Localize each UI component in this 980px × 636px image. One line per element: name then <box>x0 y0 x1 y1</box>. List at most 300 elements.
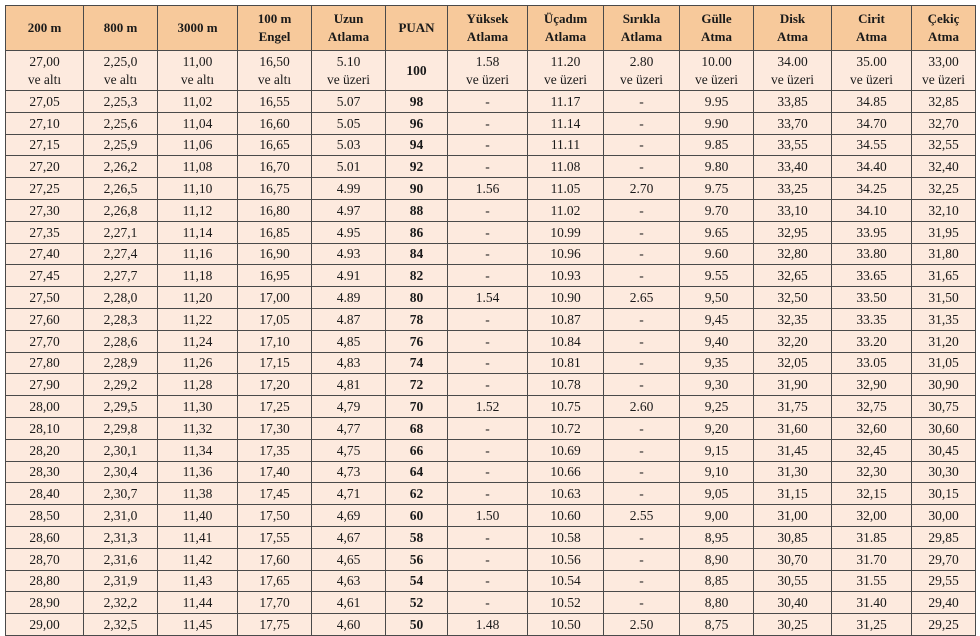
cell-triple-jump: 10.60 <box>528 505 604 527</box>
cell-800m: 2,28,9 <box>84 352 158 374</box>
table-row <box>6 570 976 592</box>
cell-line: 5.10 <box>336 53 361 69</box>
header-800m <box>84 6 158 51</box>
table-row <box>6 526 976 548</box>
cell-200m: 27,35 <box>6 221 84 243</box>
cell-200m: 27,45 <box>6 265 84 287</box>
cell-triple-jump <box>528 51 604 91</box>
cell-pole-vault: - <box>604 243 680 265</box>
cell-3000m: 11,20 <box>158 287 238 309</box>
cell-200m <box>6 51 84 91</box>
cell-100m-hurdles: 17,55 <box>238 526 312 548</box>
cell-javelin: 32,60 <box>832 417 912 439</box>
cell-puan: 54 <box>386 570 448 592</box>
cell-3000m: 11,30 <box>158 396 238 418</box>
cell-triple-jump: 10.78 <box>528 374 604 396</box>
cell-100m-hurdles: 17,40 <box>238 461 312 483</box>
cell-hammer: 30,45 <box>912 439 976 461</box>
cell-triple-jump: 11.17 <box>528 91 604 113</box>
cell-puan: 52 <box>386 592 448 614</box>
cell-pole-vault: - <box>604 439 680 461</box>
cell-100m-hurdles: 16,55 <box>238 91 312 113</box>
cell-discus: 31,75 <box>754 396 832 418</box>
cell-100m-hurdles: 17,50 <box>238 505 312 527</box>
cell-800m: 2,29,8 <box>84 417 158 439</box>
cell-line: ve üzeri <box>849 71 894 87</box>
cell-discus: 31,30 <box>754 461 832 483</box>
cell-3000m: 11,14 <box>158 221 238 243</box>
cell-200m: 28,50 <box>6 505 84 527</box>
cell-hammer: 31,65 <box>912 265 976 287</box>
cell-800m: 2,31,6 <box>84 548 158 570</box>
cell-100m-hurdles: 17,35 <box>238 439 312 461</box>
cell-long-jump: 4,77 <box>312 417 386 439</box>
cell-shot-put: 9.60 <box>680 243 754 265</box>
cell-hammer: 30,15 <box>912 483 976 505</box>
cell-hammer: 32,25 <box>912 178 976 200</box>
cell-long-jump: 4,61 <box>312 592 386 614</box>
cell-long-jump: 4,63 <box>312 570 386 592</box>
cell-javelin: 33.35 <box>832 308 912 330</box>
cell-3000m: 11,45 <box>158 614 238 636</box>
cell-200m: 27,90 <box>6 374 84 396</box>
cell-pole-vault: - <box>604 374 680 396</box>
cell-shot-put: 9,30 <box>680 374 754 396</box>
cell-long-jump: 5.01 <box>312 156 386 178</box>
cell-100m-hurdles: 17,20 <box>238 374 312 396</box>
cell-100m-hurdles: 17,25 <box>238 396 312 418</box>
cell-triple-jump: 10.58 <box>528 526 604 548</box>
cell-200m: 27,15 <box>6 134 84 156</box>
cell-puan: 84 <box>386 243 448 265</box>
cell-800m: 2,30,4 <box>84 461 158 483</box>
cell-triple-jump: 10.96 <box>528 243 604 265</box>
cell-high-jump: 1.52 <box>448 396 528 418</box>
cell-shot-put: 9,50 <box>680 287 754 309</box>
cell-puan: 60 <box>386 505 448 527</box>
cell-high-jump: 1.56 <box>448 178 528 200</box>
cell-puan: 74 <box>386 352 448 374</box>
cell-shot-put: 9.95 <box>680 91 754 113</box>
cell-shot-put: 9.55 <box>680 265 754 287</box>
table-row <box>6 199 976 221</box>
cell-3000m: 11,12 <box>158 199 238 221</box>
cell-javelin: 32,30 <box>832 461 912 483</box>
cell-3000m: 11,04 <box>158 112 238 134</box>
cell-200m: 27,10 <box>6 112 84 134</box>
cell-triple-jump: 10.84 <box>528 330 604 352</box>
cell-shot-put: 8,85 <box>680 570 754 592</box>
cell-pole-vault: - <box>604 352 680 374</box>
cell-hammer: 29,40 <box>912 592 976 614</box>
cell-long-jump: 4.97 <box>312 199 386 221</box>
cell-hammer: 32,40 <box>912 156 976 178</box>
cell-puan: 86 <box>386 221 448 243</box>
header-200m <box>6 6 84 51</box>
cell-200m: 27,25 <box>6 178 84 200</box>
cell-200m: 28,90 <box>6 592 84 614</box>
cell-javelin: 33.50 <box>832 287 912 309</box>
cell-long-jump: 4.87 <box>312 308 386 330</box>
cell-800m: 2,30,7 <box>84 483 158 505</box>
cell-puan: 92 <box>386 156 448 178</box>
table-row <box>6 483 976 505</box>
cell-hammer: 29,70 <box>912 548 976 570</box>
cell-100m-hurdles: 17,15 <box>238 352 312 374</box>
cell-high-jump: 1.48 <box>448 614 528 636</box>
cell-high-jump: - <box>448 374 528 396</box>
cell-hammer: 31,80 <box>912 243 976 265</box>
cell-line: 16,50 <box>259 53 290 69</box>
cell-javelin: 33.80 <box>832 243 912 265</box>
cell-line: ve altı <box>27 71 62 87</box>
header-line: Atlama <box>620 29 663 44</box>
cell-discus: 31,90 <box>754 374 832 396</box>
cell-100m-hurdles: 16,70 <box>238 156 312 178</box>
cell-hammer: 30,75 <box>912 396 976 418</box>
cell-hammer: 30,30 <box>912 461 976 483</box>
cell-discus: 30,25 <box>754 614 832 636</box>
cell-200m: 28,30 <box>6 461 84 483</box>
cell-3000m: 11,02 <box>158 91 238 113</box>
table-row <box>6 243 976 265</box>
cell-pole-vault: - <box>604 91 680 113</box>
cell-3000m: 11,06 <box>158 134 238 156</box>
cell-800m: 2,32,5 <box>84 614 158 636</box>
table-row <box>6 505 976 527</box>
cell-line: ve altı <box>103 71 138 87</box>
cell-200m: 27,05 <box>6 91 84 113</box>
cell-100m-hurdles: 17,00 <box>238 287 312 309</box>
cell-pole-vault: - <box>604 156 680 178</box>
cell-discus: 32,05 <box>754 352 832 374</box>
cell-discus: 33,55 <box>754 134 832 156</box>
cell-shot-put: 9.75 <box>680 178 754 200</box>
cell-puan: 56 <box>386 548 448 570</box>
cell-triple-jump: 10.50 <box>528 614 604 636</box>
cell-800m: 2,32,2 <box>84 592 158 614</box>
cell-200m: 28,70 <box>6 548 84 570</box>
cell-hammer <box>912 51 976 91</box>
cell-long-jump: 4,85 <box>312 330 386 352</box>
cell-long-jump: 4,60 <box>312 614 386 636</box>
cell-3000m: 11,24 <box>158 330 238 352</box>
cell-hammer: 31,50 <box>912 287 976 309</box>
cell-3000m: 11,43 <box>158 570 238 592</box>
header-discus <box>754 6 832 51</box>
table-row <box>6 417 976 439</box>
cell-triple-jump: 10.87 <box>528 308 604 330</box>
header-pole-vault <box>604 6 680 51</box>
header-line: Gülle <box>701 11 732 26</box>
cell-high-jump: - <box>448 243 528 265</box>
cell-long-jump: 4,69 <box>312 505 386 527</box>
cell-800m: 2,26,8 <box>84 199 158 221</box>
cell-triple-jump: 10.69 <box>528 439 604 461</box>
cell-line: 34.00 <box>777 53 808 69</box>
cell-discus: 32,50 <box>754 287 832 309</box>
cell-hammer: 29,55 <box>912 570 976 592</box>
score-table-container <box>5 5 976 636</box>
cell-3000m: 11,26 <box>158 352 238 374</box>
cell-triple-jump: 10.72 <box>528 417 604 439</box>
cell-hammer: 31,20 <box>912 330 976 352</box>
cell-pole-vault <box>604 51 680 91</box>
cell-triple-jump: 10.56 <box>528 548 604 570</box>
cell-high-jump: 1.50 <box>448 505 528 527</box>
header-line: Atlama <box>327 29 370 44</box>
cell-800m: 2,31,3 <box>84 526 158 548</box>
table-row <box>6 592 976 614</box>
cell-pole-vault: 2.55 <box>604 505 680 527</box>
header-line: PUAN <box>398 20 435 35</box>
cell-shot-put: 9,45 <box>680 308 754 330</box>
cell-shot-put: 9,40 <box>680 330 754 352</box>
header-line: Atma <box>700 29 733 44</box>
cell-hammer: 30,60 <box>912 417 976 439</box>
cell-long-jump: 4,81 <box>312 374 386 396</box>
cell-javelin: 32,45 <box>832 439 912 461</box>
cell-javelin: 34.10 <box>832 199 912 221</box>
header-line: Atlama <box>544 29 587 44</box>
cell-javelin: 32,75 <box>832 396 912 418</box>
cell-3000m: 11,40 <box>158 505 238 527</box>
cell-100m-hurdles: 16,80 <box>238 199 312 221</box>
cell-high-jump: - <box>448 439 528 461</box>
cell-line: ve üzeri <box>921 71 966 87</box>
cell-high-jump: - <box>448 526 528 548</box>
cell-200m: 27,40 <box>6 243 84 265</box>
cell-discus: 30,85 <box>754 526 832 548</box>
cell-200m: 27,70 <box>6 330 84 352</box>
cell-200m: 28,80 <box>6 570 84 592</box>
cell-pole-vault: - <box>604 199 680 221</box>
header-hammer <box>912 6 976 51</box>
cell-discus: 32,95 <box>754 221 832 243</box>
cell-long-jump: 4,83 <box>312 352 386 374</box>
athletics-score-table <box>5 5 976 636</box>
cell-shot-put: 9,20 <box>680 417 754 439</box>
cell-shot-put: 8,90 <box>680 548 754 570</box>
cell-high-jump: - <box>448 156 528 178</box>
cell-puan: 76 <box>386 330 448 352</box>
cell-800m: 2,28,6 <box>84 330 158 352</box>
cell-100m-hurdles: 16,75 <box>238 178 312 200</box>
cell-puan: 70 <box>386 396 448 418</box>
cell-triple-jump: 10.99 <box>528 221 604 243</box>
cell-hammer: 30,00 <box>912 505 976 527</box>
cell-puan: 50 <box>386 614 448 636</box>
table-row <box>6 461 976 483</box>
cell-800m: 2,28,0 <box>84 287 158 309</box>
cell-100m-hurdles: 17,30 <box>238 417 312 439</box>
cell-puan: 88 <box>386 199 448 221</box>
cell-javelin: 31.85 <box>832 526 912 548</box>
cell-200m: 27,50 <box>6 287 84 309</box>
table-row <box>6 156 976 178</box>
cell-shot-put: 9.80 <box>680 156 754 178</box>
cell-javelin <box>832 51 912 91</box>
cell-long-jump: 4,71 <box>312 483 386 505</box>
table-row <box>6 112 976 134</box>
cell-triple-jump: 10.81 <box>528 352 604 374</box>
cell-puan: 96 <box>386 112 448 134</box>
header-line: Cirit <box>858 11 885 26</box>
cell-high-jump: - <box>448 483 528 505</box>
cell-javelin: 33.20 <box>832 330 912 352</box>
header-row <box>6 6 976 51</box>
cell-hammer: 31,35 <box>912 308 976 330</box>
cell-3000m: 11,41 <box>158 526 238 548</box>
cell-high-jump: - <box>448 352 528 374</box>
cell-high-jump: - <box>448 265 528 287</box>
cell-800m: 2,29,2 <box>84 374 158 396</box>
cell-shot-put: 8,80 <box>680 592 754 614</box>
cell-discus: 32,65 <box>754 265 832 287</box>
cell-high-jump: - <box>448 461 528 483</box>
cell-line: 2,25,0 <box>103 53 138 69</box>
cell-pole-vault: - <box>604 592 680 614</box>
cell-long-jump: 5.03 <box>312 134 386 156</box>
cell-high-jump: - <box>448 548 528 570</box>
cell-high-jump: - <box>448 592 528 614</box>
cell-800m: 2,28,3 <box>84 308 158 330</box>
cell-triple-jump: 11.02 <box>528 199 604 221</box>
cell-3000m: 11,38 <box>158 483 238 505</box>
cell-pole-vault: - <box>604 483 680 505</box>
header-line: 100 m <box>257 11 292 26</box>
cell-triple-jump: 10.90 <box>528 287 604 309</box>
cell-puan: 58 <box>386 526 448 548</box>
cell-puan: 64 <box>386 461 448 483</box>
cell-high-jump: - <box>448 417 528 439</box>
cell-puan: 98 <box>386 91 448 113</box>
header-line: Çekiç <box>927 11 960 26</box>
table-row <box>6 265 976 287</box>
cell-100m-hurdles <box>238 51 312 91</box>
cell-javelin: 31.70 <box>832 548 912 570</box>
cell-3000m <box>158 51 238 91</box>
cell-javelin: 32,90 <box>832 374 912 396</box>
cell-hammer: 31,95 <box>912 221 976 243</box>
header-high-jump <box>448 6 528 51</box>
table-row <box>6 178 976 200</box>
cell-long-jump: 4.95 <box>312 221 386 243</box>
cell-long-jump: 4.99 <box>312 178 386 200</box>
cell-line: ve üzeri <box>694 71 739 87</box>
cell-hammer: 31,05 <box>912 352 976 374</box>
cell-shot-put: 9,05 <box>680 483 754 505</box>
cell-triple-jump: 10.66 <box>528 461 604 483</box>
cell-hammer: 32,70 <box>912 112 976 134</box>
cell-100m-hurdles: 17,60 <box>238 548 312 570</box>
cell-pole-vault: - <box>604 330 680 352</box>
table-row <box>6 439 976 461</box>
cell-javelin: 33.95 <box>832 221 912 243</box>
table-row <box>6 352 976 374</box>
cell-javelin: 31.55 <box>832 570 912 592</box>
cell-800m: 2,29,5 <box>84 396 158 418</box>
cell-200m: 27,80 <box>6 352 84 374</box>
cell-shot-put: 8,95 <box>680 526 754 548</box>
cell-puan: 66 <box>386 439 448 461</box>
cell-triple-jump: 11.08 <box>528 156 604 178</box>
header-line: Atma <box>855 29 888 44</box>
cell-puan: 94 <box>386 134 448 156</box>
cell-3000m: 11,18 <box>158 265 238 287</box>
cell-triple-jump: 10.75 <box>528 396 604 418</box>
cell-hammer: 30,90 <box>912 374 976 396</box>
cell-discus: 33,25 <box>754 178 832 200</box>
header-line: Atlama <box>466 29 509 44</box>
cell-pole-vault: 2.50 <box>604 614 680 636</box>
cell-800m: 2,27,1 <box>84 221 158 243</box>
header-line: Atma <box>776 29 809 44</box>
cell-discus: 32,20 <box>754 330 832 352</box>
cell-hammer: 29,25 <box>912 614 976 636</box>
cell-puan <box>386 51 448 91</box>
cell-pole-vault: - <box>604 265 680 287</box>
header-triple-jump <box>528 6 604 51</box>
table-row <box>6 308 976 330</box>
cell-triple-jump: 10.93 <box>528 265 604 287</box>
cell-800m: 2,30,1 <box>84 439 158 461</box>
cell-100m-hurdles: 16,85 <box>238 221 312 243</box>
cell-line: 35.00 <box>856 53 887 69</box>
cell-shot-put: 9.90 <box>680 112 754 134</box>
cell-javelin: 32,00 <box>832 505 912 527</box>
header-line: Uzun <box>333 11 364 26</box>
cell-pole-vault: 2.65 <box>604 287 680 309</box>
cell-hammer: 32,85 <box>912 91 976 113</box>
header-javelin <box>832 6 912 51</box>
cell-triple-jump: 11.11 <box>528 134 604 156</box>
cell-discus: 31,00 <box>754 505 832 527</box>
cell-200m: 29,00 <box>6 614 84 636</box>
cell-hammer: 29,85 <box>912 526 976 548</box>
cell-3000m: 11,44 <box>158 592 238 614</box>
cell-800m: 2,31,0 <box>84 505 158 527</box>
cell-100m-hurdles: 17,10 <box>238 330 312 352</box>
header-line: Disk <box>779 11 806 26</box>
cell-200m: 28,00 <box>6 396 84 418</box>
cell-discus: 30,55 <box>754 570 832 592</box>
cell-800m: 2,27,7 <box>84 265 158 287</box>
cell-100m-hurdles: 16,60 <box>238 112 312 134</box>
cell-puan: 82 <box>386 265 448 287</box>
table-row <box>6 614 976 636</box>
cell-line: ve altı <box>257 71 292 87</box>
cell-line: 11.20 <box>550 53 581 69</box>
cell-shot-put <box>680 51 754 91</box>
table-row <box>6 374 976 396</box>
header-puan <box>386 6 448 51</box>
cell-800m: 2,25,3 <box>84 91 158 113</box>
cell-long-jump: 5.07 <box>312 91 386 113</box>
cell-javelin: 34.85 <box>832 91 912 113</box>
cell-200m: 28,20 <box>6 439 84 461</box>
cell-800m <box>84 51 158 91</box>
cell-puan: 78 <box>386 308 448 330</box>
cell-200m: 28,10 <box>6 417 84 439</box>
cell-3000m: 11,34 <box>158 439 238 461</box>
cell-long-jump: 4,65 <box>312 548 386 570</box>
cell-line: 2.80 <box>629 53 654 69</box>
cell-javelin: 34.70 <box>832 112 912 134</box>
header-line: 800 m <box>103 20 138 35</box>
table-row <box>6 396 976 418</box>
cell-discus: 30,70 <box>754 548 832 570</box>
